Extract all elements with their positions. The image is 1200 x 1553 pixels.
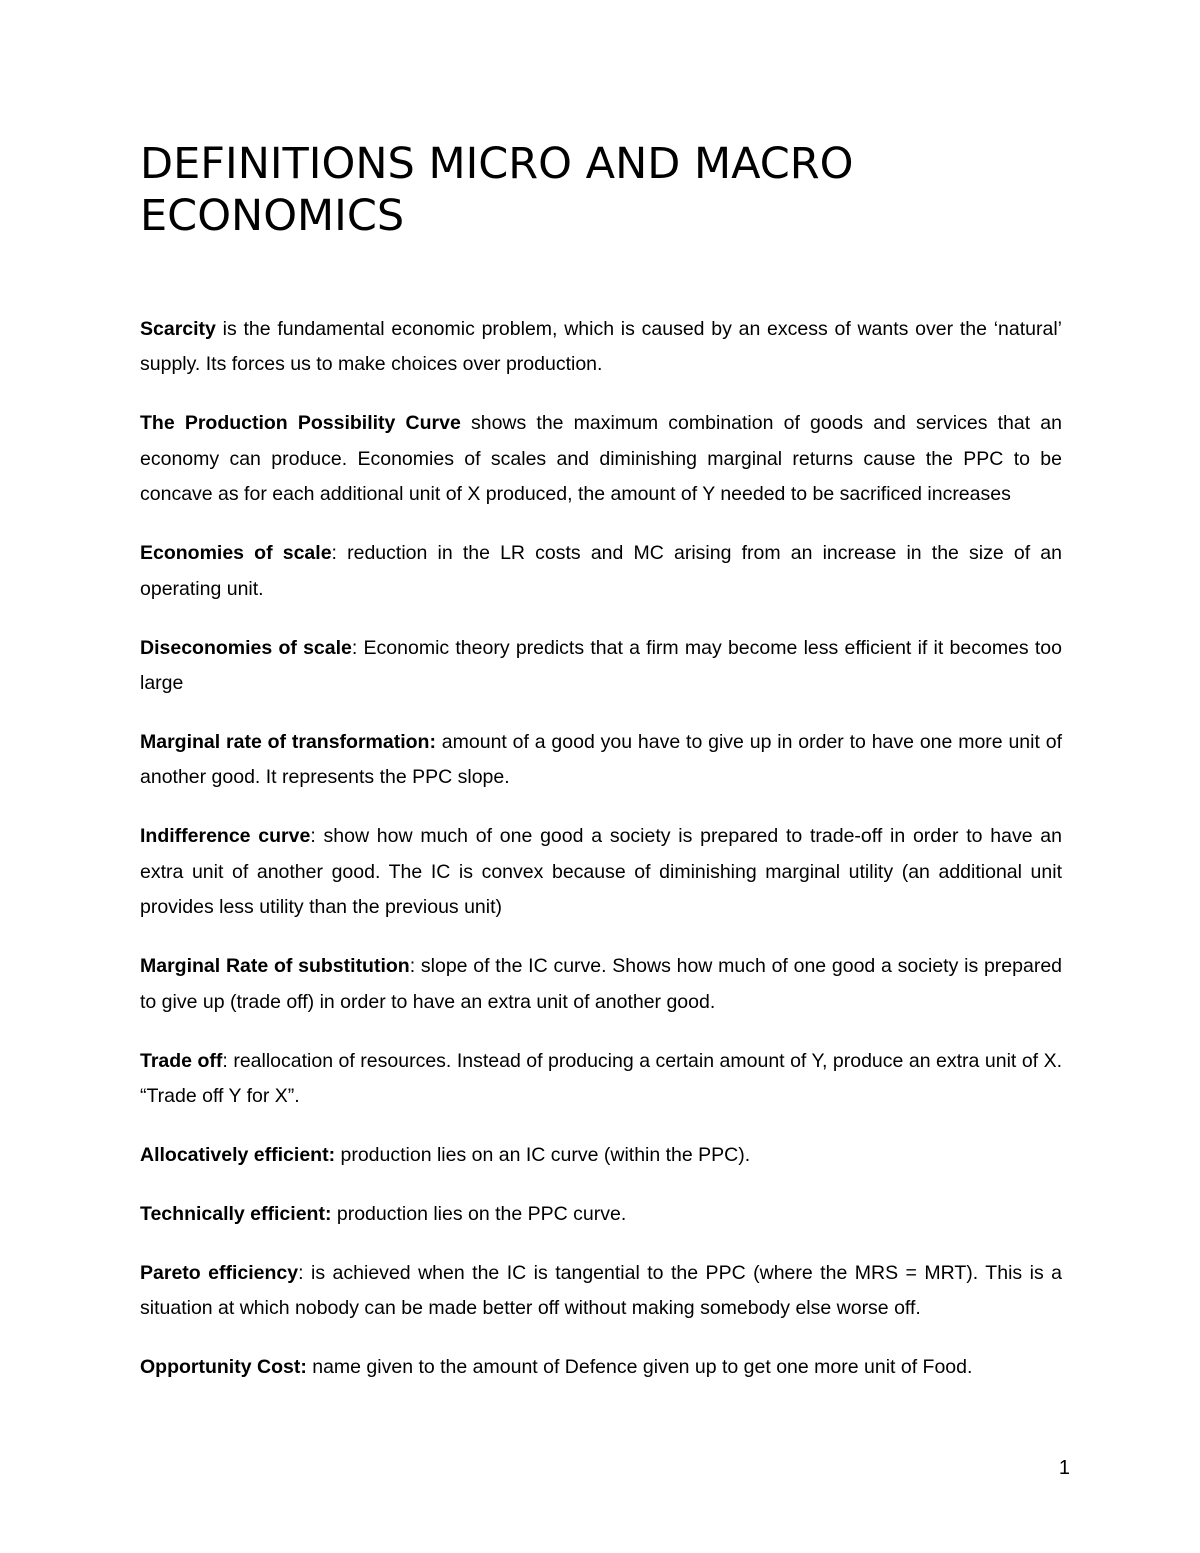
definition-term: Indifference curve: [140, 825, 311, 848]
definition-marginal-rate-of-substitution: [140, 949, 1062, 1020]
definition-technically-efficient: [140, 1197, 1062, 1232]
definition-term: Pareto efficiency: [140, 1262, 299, 1285]
definition-text: : slope of the IC curve. Shows how much of one good a society is prepared to give up (trade off) in order to have an extra unit of another good.: [140, 955, 1063, 1013]
definition-text: : Economic theory predicts that a firm may become less efficient if it becomes too large: [140, 636, 1062, 695]
definition-text: : reallocation of resources. Instead of producing a certain amount of Y, produce an extra unit of X. “Trade off Y for X”.: [140, 1049, 1062, 1108]
definition-production-possibility-curve: [140, 406, 1062, 512]
page-number: 1: [1058, 1457, 1070, 1479]
definitions-list: [140, 312, 1062, 1409]
definition-text: : show how much of one good a society is prepared to trade-off in order to have an extra unit of another good. The IC is convex because of diminishing marginal utility (an additional unit provides less utility than the previous unit): [140, 825, 1062, 919]
definition-text: : is achieved when the IC is tangential to the PPC (where the MRS = MRT). This is a situation at which nobody can be made better off without making somebody else worse off.: [140, 1262, 1062, 1320]
definition-economies-of-scale: [140, 536, 1062, 607]
definition-text: shows the maximum combination of goods and services that an economy can produce. Economies of scales and diminishing marginal returns cause the PPC to be concave as for each additional unit of X produced, the amount of Y needed to be sacrificed increases: [140, 412, 1062, 506]
definition-term: Opportunity Cost:: [140, 1356, 307, 1379]
definition-scarcity: [140, 312, 1062, 383]
definition-term: Diseconomies of scale: [140, 636, 352, 659]
definition-text: name given to the amount of Defence given up to get one more unit of Food.: [306, 1356, 973, 1379]
definition-term: Scarcity: [140, 318, 216, 340]
definition-pareto-efficiency: [140, 1256, 1062, 1327]
definition-allocatively-efficient: [140, 1138, 1062, 1173]
definition-text: amount of a good you have to give up in order to have one more unit of another good. It represents the PPC slope.: [140, 731, 1062, 789]
definition-trade-off: [140, 1044, 1062, 1115]
definition-text: production lies on an IC curve (within the PPC).: [335, 1144, 751, 1167]
definition-opportunity-cost: [140, 1350, 1062, 1385]
definition-term: The Production Possibility Curve: [140, 412, 461, 435]
definition-term: Economies of scale: [140, 542, 332, 565]
definition-text: production lies on the PPC curve.: [331, 1203, 627, 1226]
definition-term: Marginal rate of transformation:: [140, 731, 436, 754]
definition-text: is the fundamental economic problem, which is caused by an excess of wants over the ‘natural’ supply. Its forces us to make choices over production.: [140, 318, 1062, 376]
definition-term: Allocatively efficient:: [140, 1144, 336, 1167]
definition-term: Marginal Rate of substitution: [140, 955, 410, 978]
definition-text: : reduction in the LR costs and MC arising from an increase in the size of an operating unit.: [140, 542, 1062, 600]
definition-diseconomies-of-scale: [140, 631, 1062, 702]
definition-term: Technically efficient:: [140, 1203, 332, 1226]
document-title: DEFINITIONS MICRO AND MACRO ECONOMICS: [140, 139, 854, 241]
definition-term: Trade off: [140, 1049, 223, 1072]
definition-indifference-curve: [140, 819, 1062, 925]
definition-marginal-rate-of-transformation: [140, 725, 1062, 796]
